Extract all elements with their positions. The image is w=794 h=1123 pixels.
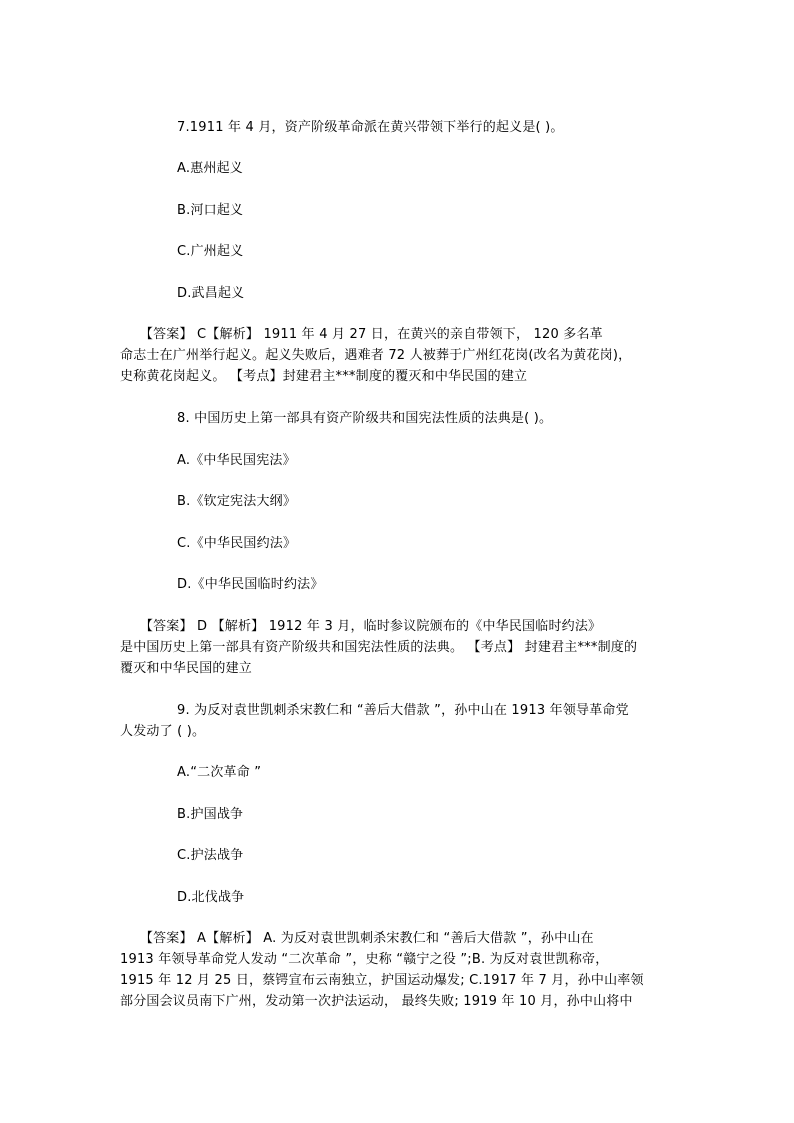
question-8-option-d: D.《中华民国临时约法》 bbox=[177, 577, 324, 592]
question-7-answer-line-2: 命志士在广州举行起义。起义失败后，遇难者 72 人被葬于广州红花岗(改名为黄花岗)， bbox=[120, 348, 632, 363]
question-7-option-a: A.惠州起义 bbox=[177, 161, 243, 176]
question-8-option-b: B.《钦定宪法大纲》 bbox=[177, 494, 297, 509]
question-9-answer-line-1: 【答案】 A【解析】 A. 为反对袁世凯刺杀宋教仁和 “善后大借款 ”，孙中山在 bbox=[120, 931, 594, 946]
question-9-answer-line-4: 部分国会议员南下广州，发动第一次护法运动， 最终失败; 1919 年 10 月，孙中山将中 bbox=[120, 994, 633, 1009]
question-9-stem-text-1: 9. 为反对袁世凯刺杀宋教仁和 “善后大借款 ”，孙中山在 1913 年领导革命党 bbox=[177, 703, 629, 718]
question-9-option-d: D.北伐战争 bbox=[177, 890, 245, 905]
question-7-stem: 7.1911 年 4 月，资产阶级革命派在黄兴带领下举行的起义是( )。 bbox=[177, 120, 564, 135]
question-7-option-c: C.广州起义 bbox=[177, 244, 244, 259]
question-8-stem: 8. 中国历史上第一部具有资产阶级共和国宪法性质的法典是( )。 bbox=[177, 411, 553, 426]
question-9-stem-line-2: 人发动了 ( )。 bbox=[120, 724, 206, 739]
question-8-option-c: C.《中华民国约法》 bbox=[177, 536, 297, 551]
question-9-answer-line-3: 1915 年 12 月 25 日，蔡锷宣布云南独立，护国运动爆发; C.1917 年 7 月，孙中山率领 bbox=[120, 973, 644, 988]
question-8-answer-line-1: 【答案】 D 【解析】 1912 年 3 月，临时参议院颁布的《中华民国临时约法》 bbox=[120, 619, 602, 634]
question-7-option-b: B.河口起义 bbox=[177, 203, 244, 218]
question-9-option-c: C.护法战争 bbox=[177, 848, 244, 863]
question-9-answer-line-2: 1913 年领导革命党人发动 “二次革命 ”，史称 “赣宁之役 ”;B. 为反对袁世凯称帝， bbox=[120, 952, 609, 967]
question-9-option-a: A.“二次革命 ” bbox=[177, 765, 262, 780]
question-7-answer-line-3: 史称黄花岗起义。 【考点】封建君主***制度的覆灭和中华民国的建立 bbox=[120, 369, 528, 384]
question-7-answer-line-1: 【答案】 C【解析】 1911 年 4 月 27 日，在黄兴的亲自带领下， 120 多名革 bbox=[120, 327, 603, 342]
question-8-answer-line-2: 是中国历史上第一部具有资产阶级共和国宪法性质的法典。 【考点】 封建君主***制度的 bbox=[120, 640, 638, 655]
question-7-option-d: D.武昌起义 bbox=[177, 286, 245, 301]
question-8-option-a: A.《中华民国宪法》 bbox=[177, 453, 296, 468]
question-8-answer-line-3: 覆灭和中华民国的建立 bbox=[120, 661, 253, 676]
question-9-option-b: B.护国战争 bbox=[177, 807, 244, 822]
question-9-stem-line-1 bbox=[120, 701, 629, 721]
